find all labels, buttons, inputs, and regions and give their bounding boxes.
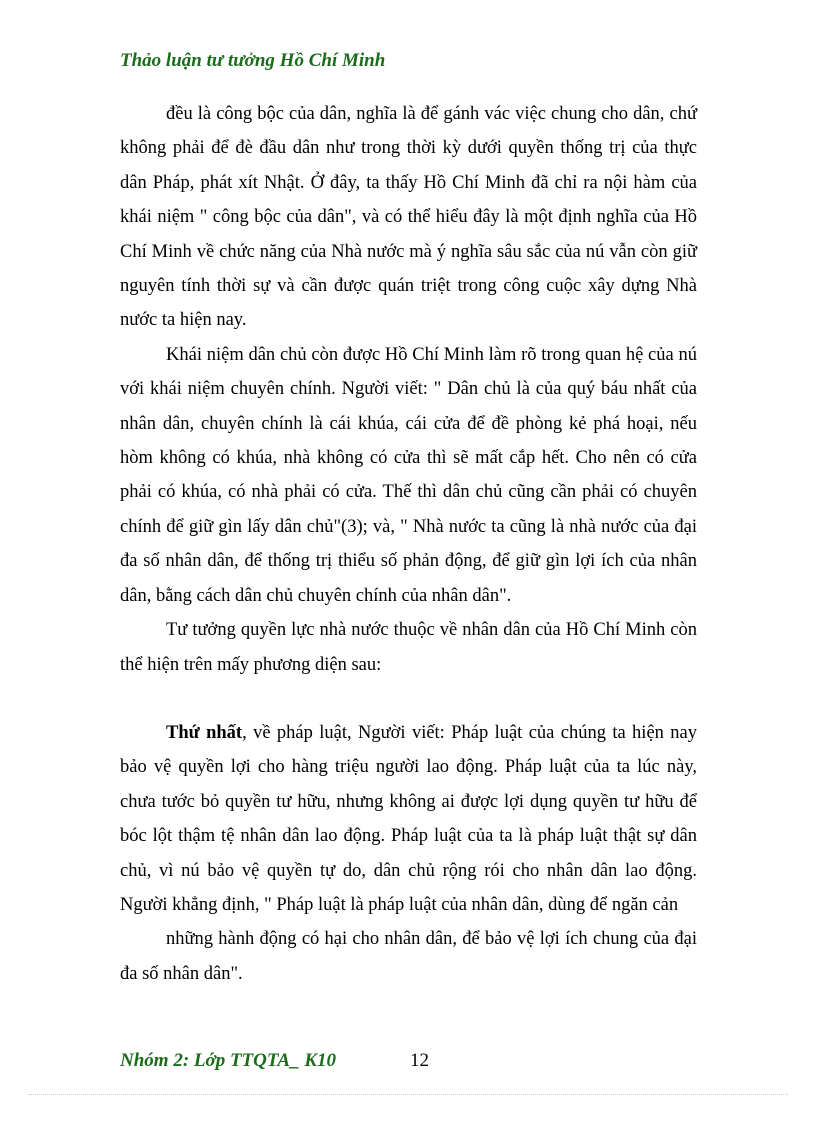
page-number: 12 (410, 1050, 429, 1071)
paragraph-2: Khái niệm dân chủ còn được Hồ Chí Minh làm rõ trong quan hệ của nú với khái niệm chuyên chính. Người viết: " Dân chủ là của quý báu nhất của nhân dân, chuyên chính là cái khúa, cái cửa để đề phòng kẻ phá hoại, nếu hòm không có khúa, nhà không có cửa thì sẽ mất cắp hết. Cho nên có cửa phải có khúa, có nhà phải có cửa. Thế thì dân chủ cũng cần phải có chuyên chính để giữ gìn lấy dân chủ"(3); và, " Nhà nước ta cũng là nhà nước của đại đa số nhân dân, để thống trị thiểu số phản động, để giữ gìn lợi ích của nhân dân, bằng cách dân chủ chuyên chính của nhân dân". (120, 344, 697, 606)
paragraph-1: đều là công bộc của dân, nghĩa là để gánh vác việc chung cho dân, chứ không phải để đè đầu dân như trong thời kỳ dưới quyền thống trị của thực dân Pháp, phát xít Nhật. Ở đây, ta thấy Hồ Chí Minh đã chỉ ra nội hàm của khái niệm " công bộc của dân", và có thể hiểu đây là một định nghĩa của Hồ Chí Minh về chức năng của Nhà nước mà ý nghĩa sâu sắc của nú vẫn còn giữ nguyên tính thời sự và cần được quán triệt trong công cuộc xây dựng Nhà nước ta hiện nay. (120, 104, 697, 331)
paragraph-4 (120, 716, 697, 922)
paragraph-4-text: , về pháp luật, Người viết: Pháp luật của chúng ta hiện nay bảo vệ quyền lợi cho hàng triệu người lao động. Pháp luật của ta lúc này, chưa tước bỏ quyền tư hữu, nhưng không ai được lợi dụng quyền tư hữu để bóc lột thậm tệ nhân dân lao động. Pháp luật của ta là pháp luật thật sự dân chủ, vì nú bảo vệ quyền tự do, dân chủ rộng rói cho nhân dân lao động. Người khẳng định, " Pháp luật là pháp luật của nhân dân, dùng để ngăn cản (120, 722, 697, 915)
footer-group-text: Nhóm 2: Lớp TTQTA_ K10 (120, 1050, 337, 1071)
running-header: Thảo luận tư tưởng Hồ Chí Minh (120, 50, 386, 71)
page-bottom-divider (28, 1094, 788, 1095)
paragraph-5: những hành động có hại cho nhân dân, để bảo vệ lợi ích chung của đại đa số nhân dân". (120, 929, 697, 984)
paragraph-3: Tư tưởng quyền lực nhà nước thuộc về nhân dân của Hồ Chí Minh còn thể hiện trên mấy phương diện sau: (120, 620, 697, 675)
paragraph-4-lead: Thứ nhất (166, 722, 243, 743)
document-body (120, 97, 697, 991)
footer-group-label (120, 1050, 336, 1072)
